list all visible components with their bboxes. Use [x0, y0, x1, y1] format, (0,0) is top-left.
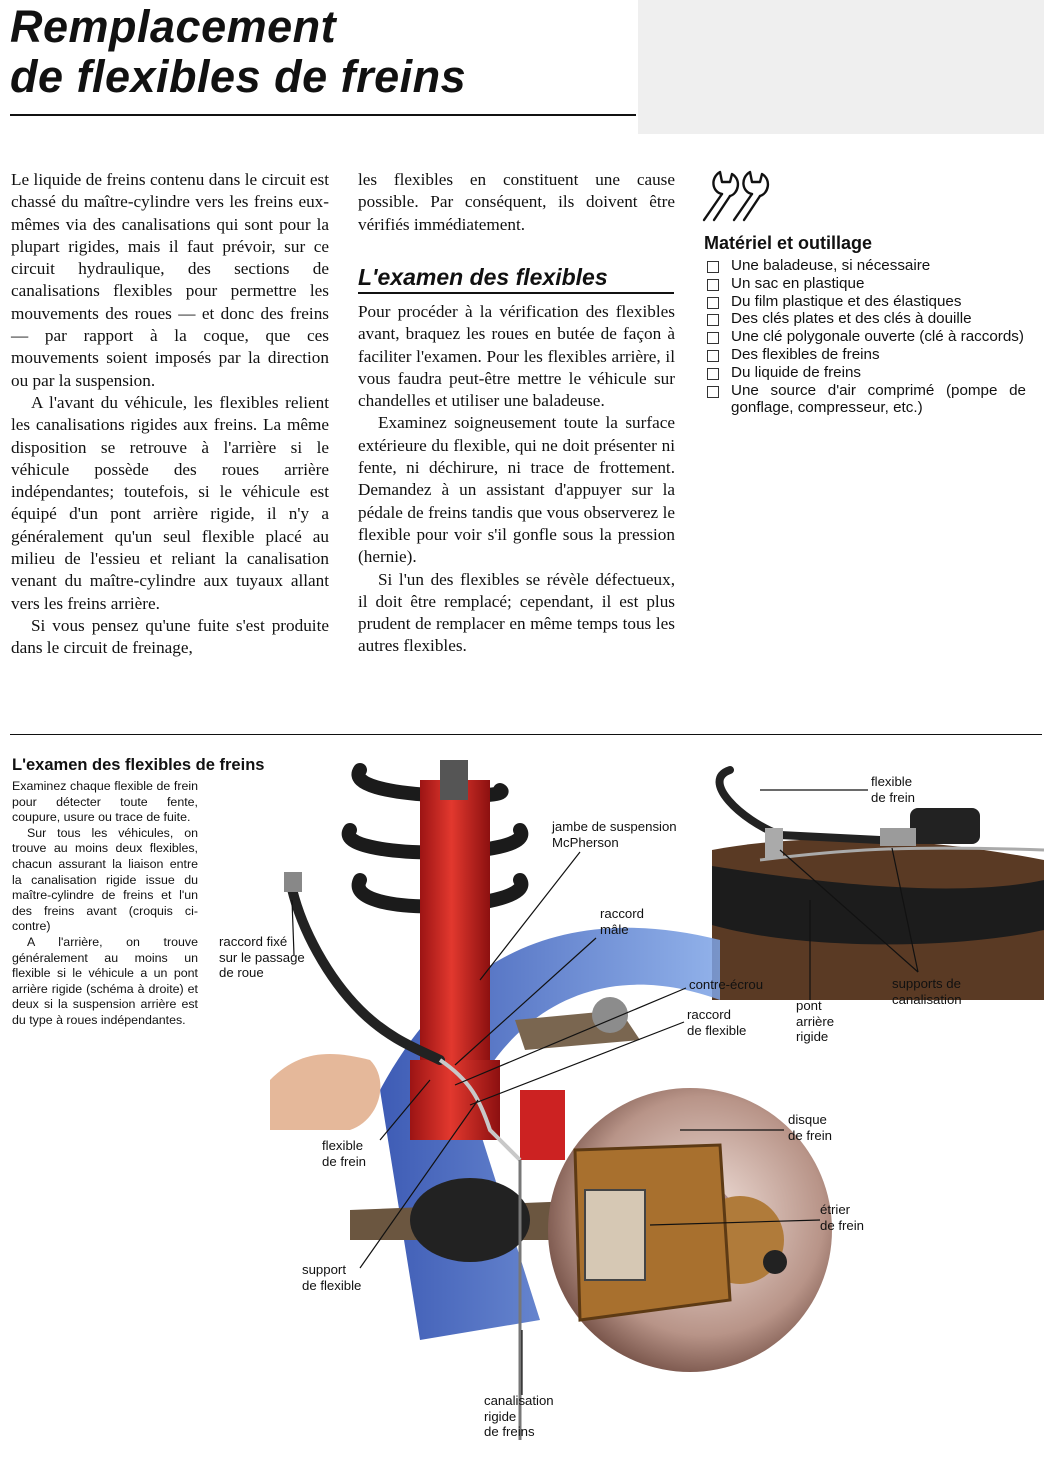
tools-title: Matériel et outillage — [704, 233, 873, 253]
tools-item: Une clé polygonale ouverte (clé à raccords) — [706, 328, 1026, 346]
tools-item: Un sac en plastique — [706, 275, 1026, 293]
col1-paragraph-3: Si vous pensez qu'une fuite s'est produite dans le circuit de freinage, — [11, 615, 329, 658]
label-flexible-frein-arriere: flexible de frein — [871, 774, 915, 805]
label-raccord-male: raccord mâle — [600, 906, 644, 937]
col2-paragraph-2: Examinez soigneusement toute la surface extérieure du flexible, qui ne doit présenter ni fente, ni déchirure, ni trace de frottement. Demandez à un assistant d'appuyer sur la pédale de freins tandis que vous observerez le flexible pour voir s'il gonfle sous la pression (hernie). — [358, 413, 675, 567]
label-jambe-suspension: jambe de suspension McPherson — [552, 819, 677, 850]
figure-caption — [12, 779, 198, 1029]
col2-paragraph-3: Si l'un des flexibles se révèle défectueux, il doit être remplacé; cependant, il est plus prudent de remplacer en même temps tous les autres flexibles. — [358, 569, 675, 656]
tools-list — [706, 257, 1026, 417]
col1-paragraph-2: A l'avant du véhicule, les flexibles relient les canalisations rigides aux freins. La même disposition se retrouve à l'arrière si le véhicule possède des roues arrière indépendantes; toutefois, si le véhicule est équipé d'un pont arrière rigide, il n'y a généralement qu'un seul flexible placé au milieu de l'essieu et reliant la canalisation venant du maître-cylindre aux tuyaux allant vers les freins arrière. — [11, 392, 329, 613]
figure-title: L'examen des flexibles de freins — [12, 756, 265, 774]
tools-item: Une source d'air comprimé (pompe de gonflage, compresseur, etc.) — [706, 382, 1026, 418]
tools-item: Une baladeuse, si nécessaire — [706, 257, 1026, 275]
tools-item: Du film plastique et des élastiques — [706, 293, 1026, 311]
col2-paragraph-1: Pour procéder à la vérification des flexibles avant, braquez les roues en butée de façon à faciliter l'examen. Pour les flexibles arrière, il vous faudra peut-être mettre le véhicule sur chandelles et utiliser une baladeuse. — [358, 302, 675, 411]
top-grey-box — [638, 0, 1044, 134]
page-title — [10, 2, 466, 102]
tools-item: Du liquide de freins — [706, 364, 1026, 382]
wrench-icon — [700, 168, 788, 224]
label-support-flexible: support de flexible — [302, 1262, 362, 1293]
text-column-2 — [358, 169, 675, 236]
tools-item: Des clés plates et des clés à douille — [706, 310, 1026, 328]
page-title-line1: Remplacement — [10, 1, 337, 52]
label-etrier-frein: étrier de frein — [820, 1202, 864, 1233]
section-rule — [10, 734, 1042, 735]
section-subheading: L'examen des flexibles — [358, 262, 674, 294]
figure-caption-paragraph-3: A l'arrière, on trouve généralement au moins un flexible si le véhicule a un pont arrière rigide (schéma à droite) et deux si la suspension arrière est du type à roues indépendantes. — [12, 934, 198, 1027]
label-canalisation-rigide: canalisation rigide de freins — [484, 1393, 554, 1439]
label-supports-canalisation: supports de canalisation — [892, 976, 962, 1007]
label-pont-arriere: pont arrière rigide — [796, 998, 835, 1044]
text-column-1 — [11, 169, 329, 660]
col1-paragraph-1: Le liquide de freins contenu dans le circuit est chassé du maître-cylindre vers les freins eux-mêmes via des canalisations qui sont pour la plupart rigides, mais il faut prévoir, sur ce circuit hydraulique, des sections de canalisations flexibles pour permettre les mouvements des roues — et donc des freins — par rapport à la coque, que ces mouvements soient imposés par la direction ou par la suspension. — [11, 170, 329, 390]
text-column-2-body — [358, 301, 675, 658]
label-disque-frein: disque de frein — [788, 1112, 832, 1143]
figure-caption-paragraph-2: Sur tous les véhicules, on trouve au moins deux flexibles, chacun assurant la liaison entre la canalisation rigide issue du maître-cylindre de freins et l'un des freins avant (croquis ci-contre) — [12, 825, 198, 934]
col2-paragraph-0: les flexibles en constituent une cause possible. Par conséquent, ils doivent être vérifiés immédiatement. — [358, 170, 675, 234]
label-raccord-fixe: raccord fixé sur le passage de roue — [219, 934, 305, 980]
label-raccord-flexible: raccord de flexible — [687, 1007, 747, 1038]
tools-item: Des flexibles de freins — [706, 346, 1026, 364]
figure-caption-paragraph-1: Examinez chaque flexible de frein pour détecter toute fente, coupure, usure ou trace de fuite. — [12, 779, 198, 825]
page-title-line2: de flexibles de freins — [10, 51, 467, 102]
label-contre-ecrou: contre-écrou — [689, 977, 764, 992]
label-flexible-frein: flexible de frein — [322, 1138, 366, 1169]
title-rule — [10, 114, 636, 116]
